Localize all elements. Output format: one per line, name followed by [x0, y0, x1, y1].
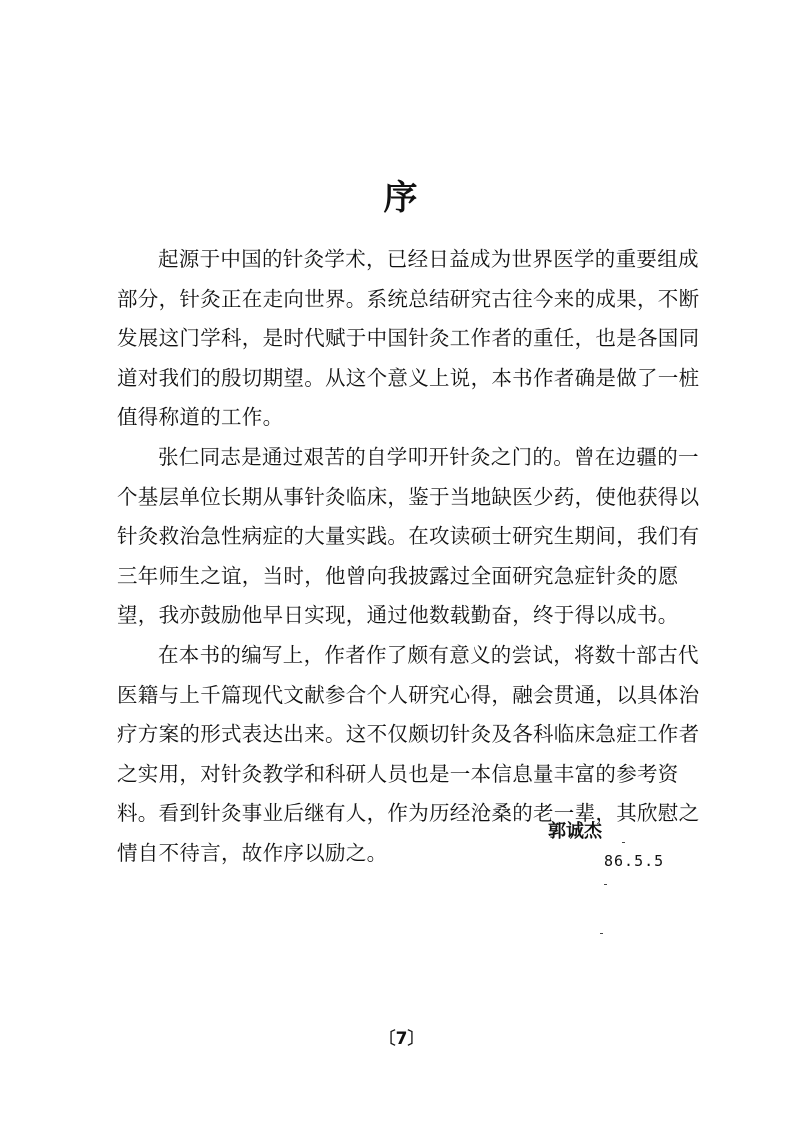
- preface-body: [117, 240, 702, 874]
- signature-date: 86.5.5: [604, 852, 665, 870]
- scan-speck: [622, 842, 625, 843]
- signature-name: 郭诚杰: [548, 821, 602, 842]
- paragraph-2: 张仁同志是通过艰苦的自学叩开针灸之门的。曾在边疆的一个基层单位长期从事针灸临床，鉴于当地缺医少药，使他获得以针灸救治急性病症的大量实践。在攻读硕士研究生期间，我们有三年师生之谊，当时，他曾向我披露过全面研究急症针灸的愿望，我亦鼓励他早日实现，通过他数载勤奋，终于得以成书。: [117, 444, 700, 628]
- paragraph-3: 在本书的编写上，作者作了颇有意义的尝试，将数十部古代医籍与上千篇现代文献参合个人研究心得，融会贯通，以具体治疗方案的形式表达出来。这不仅颇切针灸及各科临床急症工作者之实用，对针灸教学和科研人员也是一本信息量丰富的参考资料。看到针灸事业后继有人，作为历经沧桑的老一辈，其欣慰之情自不待言，故作序以励之。: [117, 642, 700, 865]
- scan-speck: [600, 933, 603, 934]
- page-title: 序: [383, 178, 420, 218]
- paragraph-1: 起源于中国的针灸学术，已经日益成为世界医学的重要组成部分，针灸正在走向世界。系统总结研究古往今来的成果，不断发展这门学科，是时代赋于中国针灸工作者的重任，也是各国同道对我们的殷切期望。从这个意义上说，本书作者确是做了一桩值得称道的工作。: [117, 247, 700, 430]
- page-number: 〔7〕: [378, 1029, 425, 1049]
- scan-speck: [604, 884, 607, 885]
